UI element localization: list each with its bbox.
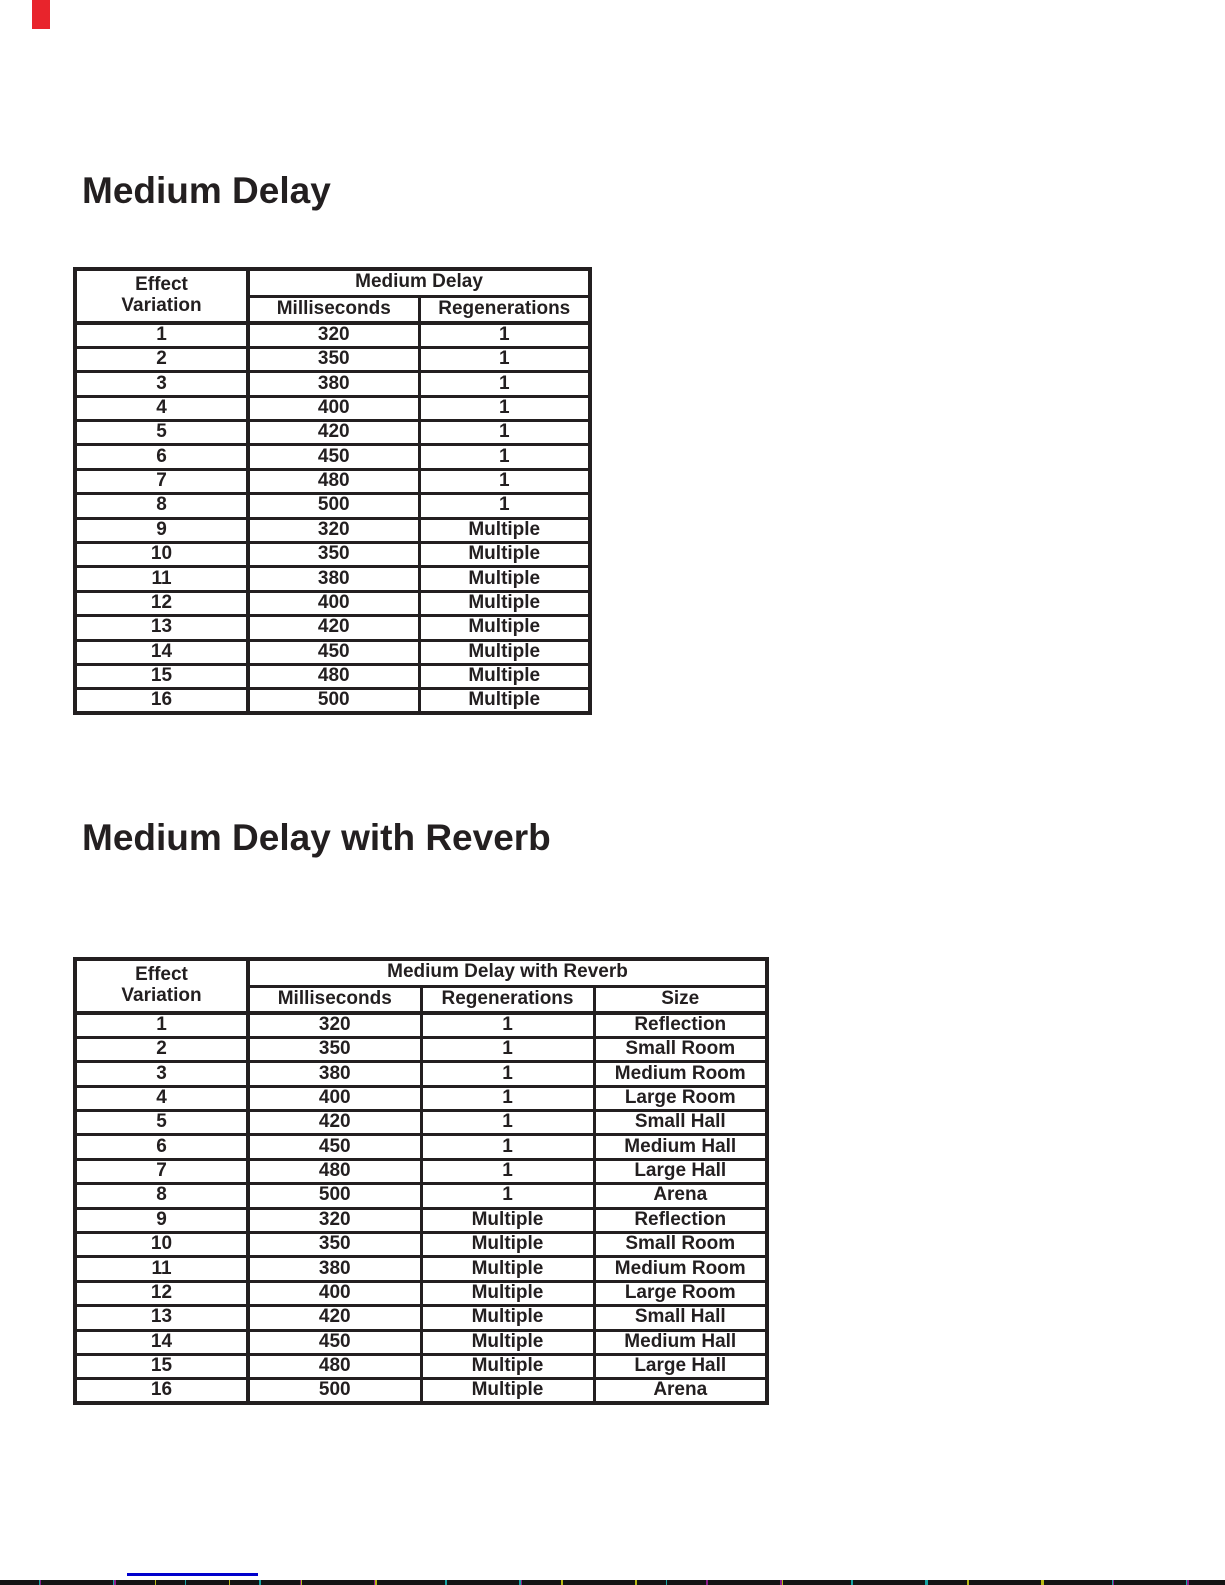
table-cell: 320 [248,1013,421,1037]
red-marker [32,0,50,29]
table-cell: Small Room [594,1037,767,1061]
table-cell: Arena [594,1184,767,1208]
table-cell: 1 [419,421,590,445]
table-row [75,640,590,664]
table-cell: 480 [248,1354,421,1378]
table-cell: Reflection [594,1208,767,1232]
table-row [75,1184,767,1208]
table-cell: 400 [248,1086,421,1110]
corner-header-line1: Effect [135,964,188,986]
table-cell: Small Hall [594,1111,767,1135]
table-cell: 350 [248,1037,421,1061]
table-cell: 5 [75,1111,248,1135]
table-row [75,421,590,445]
table-cell: Reflection [594,1013,767,1037]
table-row [75,543,590,567]
table-cell: Multiple [419,543,590,567]
table-cell: 480 [248,1159,421,1183]
table-cell: 4 [75,1086,248,1110]
table-cell: 450 [248,1330,421,1354]
table-cell: 6 [75,1135,248,1159]
table-row [75,1306,767,1330]
table-cell: 15 [75,1354,248,1378]
table-cell: Multiple [421,1281,594,1305]
table-cell: 12 [75,591,248,615]
table-row [75,323,590,347]
table-row [75,445,590,469]
table-cell: 500 [248,1379,421,1403]
corner-header-line2: Variation [121,295,202,316]
table-cell: 480 [248,469,419,493]
table-row [75,518,590,542]
table-row [75,689,590,713]
table-cell: 1 [419,347,590,371]
column-header: Milliseconds [248,986,421,1013]
table-cell: 16 [75,689,248,713]
table-cell: 12 [75,1281,248,1305]
table-row [75,591,590,615]
table-cell: 400 [248,1281,421,1305]
table-cell: 9 [75,1208,248,1232]
table-cell: 1 [419,323,590,347]
table-cell: Large Room [594,1086,767,1110]
table-cell: Medium Room [594,1062,767,1086]
table-cell: 450 [248,640,419,664]
table-cell: Multiple [421,1379,594,1403]
table-cell: 5 [75,421,248,445]
table-cell: 9 [75,518,248,542]
section-title-medium-delay-with-reverb: Medium Delay with Reverb [82,817,551,858]
table-cell: 500 [248,689,419,713]
table-cell: Multiple [419,664,590,688]
table-row [75,1257,767,1281]
corner-header-line2: Variation [121,985,202,1006]
table-row [75,1233,767,1257]
table-cell: 420 [248,1306,421,1330]
table-row [75,567,590,591]
section-title-medium-delay: Medium Delay [82,170,331,211]
table-row [75,1135,767,1159]
column-header: Regenerations [419,296,590,323]
table-cell: Large Hall [594,1159,767,1183]
table-cell: Multiple [419,591,590,615]
table-row [75,494,590,518]
table-cell: 320 [248,1208,421,1232]
table-cell: 420 [248,1111,421,1135]
table-cell: 1 [421,1037,594,1061]
table-row [75,1208,767,1232]
table-cell: 320 [248,323,419,347]
effect-variation-header [75,959,248,1013]
table-cell: 3 [75,372,248,396]
table-cell: 1 [421,1013,594,1037]
table-cell: 1 [419,445,590,469]
table-cell: 400 [248,591,419,615]
table-cell: 15 [75,664,248,688]
table-cell: 1 [421,1184,594,1208]
table-cell: Multiple [419,616,590,640]
table-row [75,1062,767,1086]
table-cell: Arena [594,1379,767,1403]
table-cell: 350 [248,1233,421,1257]
table-row [75,396,590,420]
table-cell: 480 [248,664,419,688]
table-cell: 2 [75,1037,248,1061]
table-row [75,347,590,371]
table-cell: 10 [75,1233,248,1257]
table-cell: 1 [419,396,590,420]
table-cell: 380 [248,1062,421,1086]
table-row [75,1281,767,1305]
table-row [75,1354,767,1378]
table-cell: Large Hall [594,1354,767,1378]
table-cell: 450 [248,1135,421,1159]
group-header: Medium Delay [248,269,590,296]
table-cell: 450 [248,445,419,469]
table-cell: 1 [421,1135,594,1159]
table-cell: Multiple [421,1233,594,1257]
table-cell: 1 [75,323,248,347]
table-cell: 1 [421,1111,594,1135]
table-cell: 1 [419,469,590,493]
table-cell: 4 [75,396,248,420]
medium-delay-table [73,267,592,715]
table-cell: Large Room [594,1281,767,1305]
table-row [75,1037,767,1061]
table-row [75,664,590,688]
table-cell: Small Room [594,1233,767,1257]
table-cell: 11 [75,567,248,591]
table-row [75,1159,767,1183]
table-cell: 3 [75,1062,248,1086]
table-cell: Multiple [419,640,590,664]
table-cell: 500 [248,1184,421,1208]
corner-header-line1: Effect [135,274,188,296]
table-cell: 1 [421,1062,594,1086]
table-row [75,1013,767,1037]
table-cell: Medium Hall [594,1135,767,1159]
effect-variation-header [75,269,248,323]
table-row [75,372,590,396]
table-cell: 320 [248,518,419,542]
table-cell: 420 [248,421,419,445]
table-cell: Multiple [419,567,590,591]
table-cell: 10 [75,543,248,567]
table-cell: Multiple [421,1257,594,1281]
table-row [75,469,590,493]
page-edge-dashed-line [0,1580,1225,1585]
table-cell: 1 [75,1013,248,1037]
table-cell: 1 [421,1159,594,1183]
table-row [75,1086,767,1110]
table-cell: 2 [75,347,248,371]
table-cell: 13 [75,616,248,640]
footer-link-underline[interactable] [127,1573,258,1576]
table-cell: 500 [248,494,419,518]
table-cell: 350 [248,543,419,567]
table-cell: Small Hall [594,1306,767,1330]
table-cell: Multiple [419,518,590,542]
table-row [75,1111,767,1135]
table-cell: 7 [75,1159,248,1183]
table-cell: 11 [75,1257,248,1281]
table-cell: Medium Room [594,1257,767,1281]
table-row [75,1379,767,1403]
table-cell: Multiple [421,1354,594,1378]
column-header: Milliseconds [248,296,419,323]
table-cell: 16 [75,1379,248,1403]
table-cell: 400 [248,396,419,420]
column-header: Regenerations [421,986,594,1013]
table-cell: 380 [248,372,419,396]
group-header: Medium Delay with Reverb [248,959,767,986]
table-cell: Medium Hall [594,1330,767,1354]
table-cell: 380 [248,1257,421,1281]
table-cell: Multiple [421,1306,594,1330]
table-cell: 1 [421,1086,594,1110]
table-cell: 8 [75,494,248,518]
table-cell: 14 [75,640,248,664]
table-cell: 1 [419,494,590,518]
table-cell: 350 [248,347,419,371]
column-header: Size [594,986,767,1013]
table-cell: 380 [248,567,419,591]
table-cell: 6 [75,445,248,469]
table-row [75,616,590,640]
medium-delay-with-reverb-table [73,957,769,1405]
table-cell: 1 [419,372,590,396]
table-cell: Multiple [421,1208,594,1232]
table-cell: 7 [75,469,248,493]
table-cell: Multiple [419,689,590,713]
table-cell: 13 [75,1306,248,1330]
table-row [75,1330,767,1354]
table-cell: 420 [248,616,419,640]
table-cell: 14 [75,1330,248,1354]
table-cell: Multiple [421,1330,594,1354]
table-cell: 8 [75,1184,248,1208]
